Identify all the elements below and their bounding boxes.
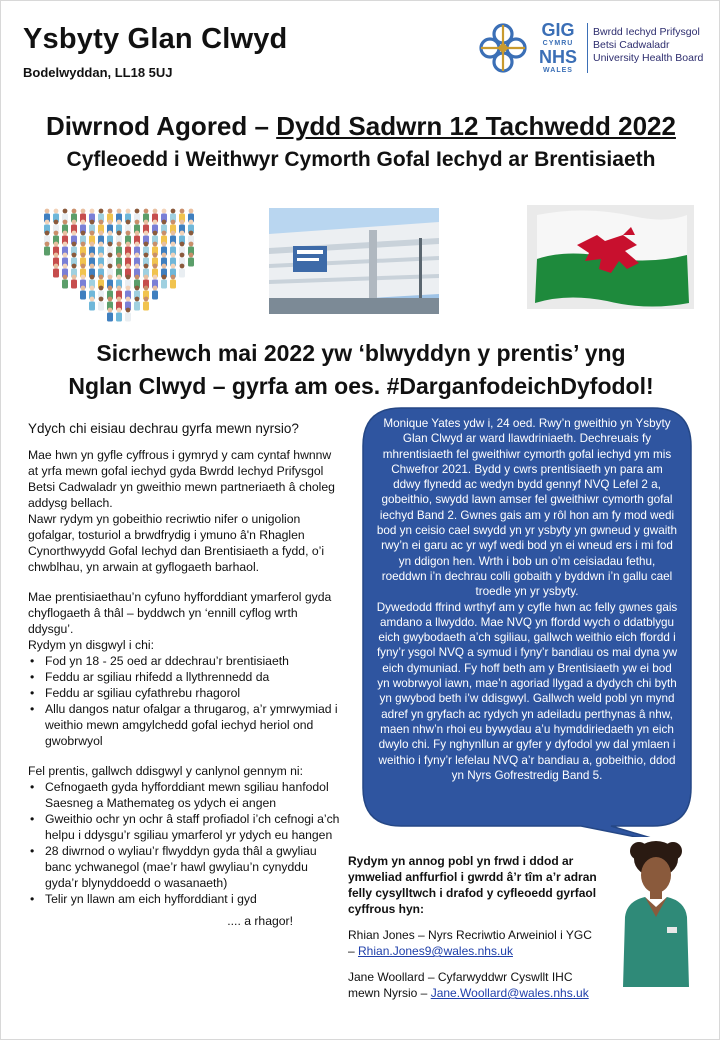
contact-1-label: Rhian Jones – Nyrs Recriwtio Arweiniol i YGC – [348,928,592,958]
contact-block [348,853,598,1001]
left-column [28,421,343,929]
list-item: • Fod yn 18 - 25 oed ar ddechrau’r brentisiaeth [28,653,343,669]
list-item: • Allu dangos natur ofalgar a thrugarog, a’r ymrwymiad i weithio mewn amgylchedd gofal iechyd heriol ond gwobrwyol [28,701,343,749]
hospital-building-image [269,208,439,314]
event-date: Dydd Sadwrn 12 Tachwedd 2022 [276,111,676,141]
list-item: • Telir yn llawn am eich hyfforddiant i gyd [28,891,343,907]
subtitle: Cyfleoedd i Weithwyr Cymorth Gofal Iechyd ar Brentisiaeth [66,148,656,171]
welsh-flag-image [527,205,694,309]
list-item: • Feddu ar sgiliau cyfathrebu rhagorol [28,685,343,701]
logo-gig: GIG [541,20,575,40]
offer-list [28,779,343,907]
list-item: • 28 diwrnod o wyliau’r flwyddyn gyda thâl a gwyliau banc ychwanegol (mae’r hawl gwyliau’n cynyddu gyda’r blynyddoedd o wasanaeth) [28,843,343,891]
open-day-title [1,111,720,142]
list-item: • Feddu ar sgiliau rhifedd a llythrennedd da [28,669,343,685]
intro-paragraph: Mae hwn yn gyfle cyffrous i gymryd y cam cyntaf hwnnw at yrfa mewn gofal iechyd gyda Bwrdd Iechyd Prifysgol Betsi Cadwaladr yn gweithio mewn partneriaeth â choleg addysg bellach. [28,448,335,510]
expectations-list [28,653,343,749]
gig-nhs-wordmark [533,21,583,74]
expectations-intro: Rydym yn disgwyl i chi: [28,638,154,652]
title-prefix: Diwrnod Agored – [46,111,277,141]
contact-person-2 [348,969,598,1001]
intro-question: Ydych chi eisiau dechrau gyrfa mewn nyrsio? [28,421,299,436]
contact-person-1 [348,927,598,959]
heart-of-staff-image [41,206,199,326]
contact-1-email-link[interactable]: Rhian.Jones9@wales.nhs.uk [358,944,513,958]
apprentice-photo [609,837,703,987]
logo-wales: WALES [543,67,573,74]
slogan-line-1: Sicrhewch mai 2022 yw ‘blwyddyn y prentis’ yng [96,340,626,366]
hospital-name: Ysbyty Glan Clwyd [23,23,288,55]
logo-nhs: NHS [538,47,577,67]
testimonial-paragraph-1: Monique Yates ydw i, 24 oed. Rwy’n gweithio yn Ysbyty Glan Clwyd ar ward llawdriniaeth. Dechreuais fy mhrentisiaeth fel gweithiwr cymorth gofal iechyd ym mis Chwefror 2021. Bydd y cwrs prentisiaeth yn para am ddwy flynedd ac wedyn bydd gennyf NVQ Lefel 2 a, gobeithio, swydd lawn amser fel gweithiwr cymorth gofal iechyd Band 2. Gwnes gais am y rôl hon am fy mod wedi bod yn ceisio cael swydd yn yr ysbyty yn gwneud y gwaith rwy’n ei garu ac yr wyf wedi bod yn ei wneud ers i mi fod yn ddigon hen. Wrth i bob un o’m ceisiadau fethu, roeddwn i’n dechrau colli gobaith y byddwn i’n gallu cael troedle yn yr ysbyty. [376,417,678,599]
logo-divider [587,23,588,73]
slogan [1,337,720,403]
contact-2-email-link[interactable]: Jane.Woollard@wales.nhs.uk [430,986,589,1000]
hospital-address: Bodelwyddan, LL18 5UJ [23,65,173,80]
contact-intro: Rydym yn annog pobl yn frwd i ddod ar ymweliad anffurfiol i gwrdd â’r tîm a’r adran felly cysylltwch i drafod y cyfleoedd gyrfaol cyffrous hyn: [348,854,597,916]
health-board-logo [475,17,705,81]
apprenticeship-paragraph: Mae prentisiaethau’n cyfuno hyfforddiant ymarferol gyda chyflogaeth â thâl – byddwch yn ‘ennill cyflog wrth ddysgu’. [28,590,332,636]
logo-cymru: CYMRU [542,40,574,47]
celtic-knot-icon [475,19,531,77]
testimonial-text [376,416,678,783]
slogan-line-2: Nglan Clwyd – gyrfa am oes. #DarganfodeichDyfodol! [68,373,654,399]
recruitment-paragraph: Nawr rydym yn gobeithio recriwtio nifer o unigolion gofalgar, tosturiol a brwdfrydig i ymuno â'n Rhaglen Cynorthwyydd Gofal Iechyd dan Brentisiaeth a fydd, o’i chwblhau, yn arwain at gyflogaeth barhaol. [28,512,325,574]
logo-line-3: University Health Board [593,52,704,64]
logo-line-2: Betsi Cadwaladr [593,39,670,51]
list-item: • Gweithio ochr yn ochr â staff profiadol i’ch cefnogi a’ch helpu i ddysgu’r sgiliau ymarferol yr ydych eu hangen [28,811,343,843]
logo-board-name [593,26,703,65]
list-item: • Cefnogaeth gyda hyfforddiant mewn sgiliau hanfodol Saesneg a Mathemateg os ydych ei angen [28,779,343,811]
testimonial-paragraph-2: Dywedodd ffrind wrthyf am y cyfle hwn ac felly gwnes gais amdano a llwyddo. Mae NVQ yn ffordd wych o ddatblygu eich gwybodaeth a’ch sgiliau, gallwch weithio eich ffordd i fyny’r ysgol NVQ a symud i fyny’r bandiau os mai dyna yw eich dymuniad. Fy hoff beth am y Brentisiaeth yw ei bod yn wobrwyol iawn, mae’n agoriad llygad a dydych chi byth yn gwybod beth i’w ddisgwyl. Gallwch weld pobl yn mynd adref yn gryfach ac rydych yn adeiladu perthynas â nhw, maen nhw’n rhoi eu bywydau a’u hymddiriedaeth yn eich dwylo chi. Fy nghynllun ar gyfer y dyfodol yw dal ymlaen i weithio i fyny’r lefelau NVQ a’r bandiau a, gobeithio, ddod yn Nyrs Gofrestredig Band 5. [376,600,678,782]
testimonial-bubble [361,406,693,846]
logo-line-1: Bwrdd Iechyd Prifysgol [593,26,700,38]
offer-intro: Fel prentis, gallwch ddisgwyl y canlynol gennym ni: [28,764,304,778]
and-more-text: .... a rhagor! [227,914,293,928]
contact-2-label: Jane Woollard – Cyfarwyddwr Cyswllt IHC mewn Nyrsio – [348,970,573,1000]
